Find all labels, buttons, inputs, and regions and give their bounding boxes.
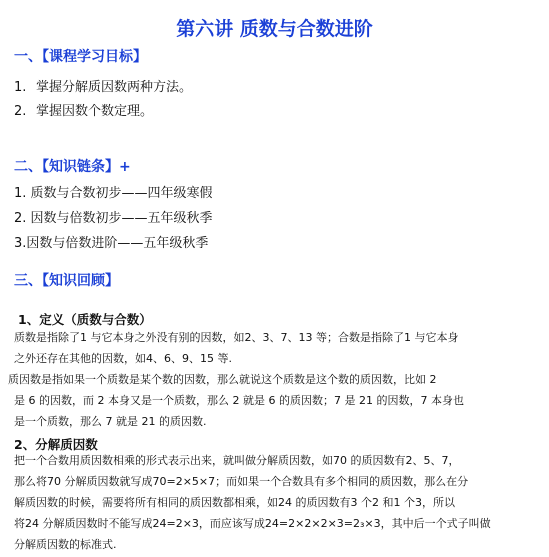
factorization-line: 分解质因数的标准式.: [14, 538, 117, 551]
page-title: 第六讲 质数与合数进阶: [176, 18, 373, 40]
section-heading-goals: 一、【课程学习目标】: [14, 49, 147, 65]
chain-item: 2. 因数与倍数初步——五年级秋季: [14, 211, 213, 226]
factorization-paragraph: [14, 450, 491, 555]
definition-line: 质数是指除了1 与它本身之外没有别的因数，如2、3、7、13 等；合数是指除了1 与它本身: [14, 331, 459, 344]
factorization-title: 2、分解质因数: [14, 437, 98, 452]
chain-item: 3.因数与倍数进阶——五年级秋季: [14, 236, 209, 251]
definition-line: 是一个质数，那么 7 就是 21 的质因数.: [14, 415, 207, 428]
definition-line: 质因数是指如果一个质数是某个数的因数，那么就说这个质数是这个数的质因数，比如 2: [8, 373, 437, 386]
definition-title: 1、定义（质数与合数）: [18, 312, 152, 327]
chain-item: 1. 质数与合数初步——四年级寒假: [14, 186, 213, 201]
goal-text: 掌握因数个数定理。: [36, 104, 154, 119]
factorization-line: 把一个合数用质因数相乘的形式表示出来，就叫做分解质因数，如70 的质因数有2、5、7，: [14, 454, 460, 467]
goal-item: [14, 100, 153, 119]
definition-line: 是 6 的因数，而 2 本身又是一个质数，那么 2 就是 6 的质因数；7 是 21 的因数，7 本身也: [14, 394, 464, 407]
factorization-line: 解质因数的时候，需要将所有相同的质因数都相乘，如24 的质因数有3 个2 和1 个3，所以: [14, 496, 455, 509]
goal-number: 1.: [14, 80, 27, 95]
goal-number: 2.: [14, 104, 27, 119]
factorization-line: 将24 分解质因数时不能写成24=2×3，而应该写成24=2×2×2×3=2₃×3，其中后一个式子叫做: [14, 517, 491, 530]
definition-paragraph: [8, 327, 464, 432]
definition-line: 之外还存在其他的因数，如4、6、9、15 等.: [14, 352, 232, 365]
factorization-line: 那么将70 分解质因数就写成70=2×5×7；而如果一个合数具有多个相同的质因数，那么在分: [14, 475, 469, 488]
goal-item: [14, 76, 192, 95]
section-heading-chain: 二、【知识链条】+: [14, 159, 131, 175]
section-heading-review: 三、【知识回顾】: [14, 273, 119, 289]
goal-text: 掌握分解质因数两种方法。: [36, 80, 193, 95]
